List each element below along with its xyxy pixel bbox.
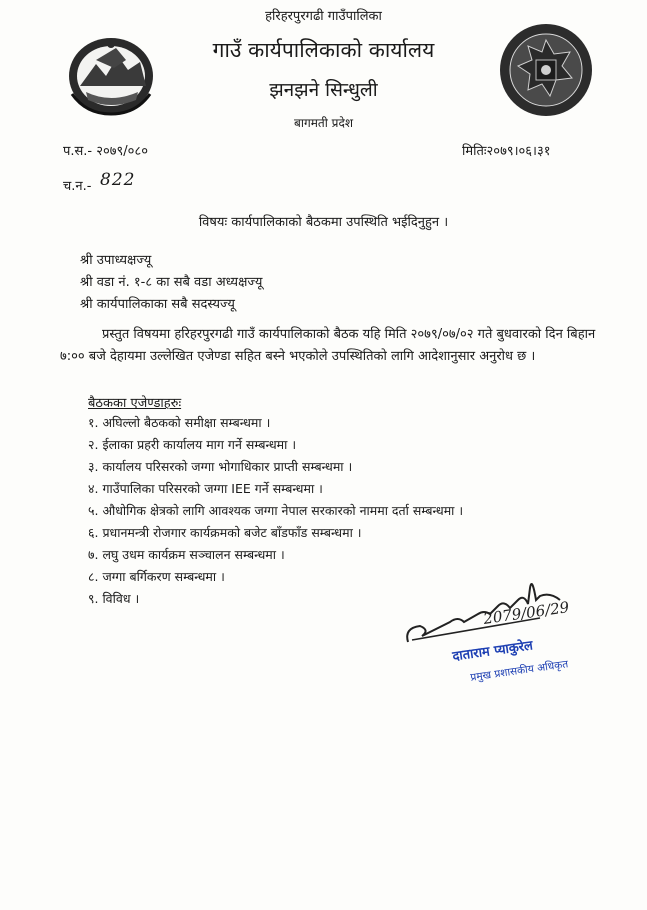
agenda-item: ७. लघु उधम कार्यक्रम सञ्चालन सम्बन्धमा । [88, 547, 285, 562]
recipient-line: श्री कार्यपालिकाका सबै सदस्यज्यू [80, 297, 235, 312]
signatory-stamp-title: प्रमुख प्रशासकीय अधिकृत [469, 658, 569, 684]
letter-number: प.स.- २०७९/०८० [63, 144, 148, 159]
letter-body: प्रस्तुत विषयमा हरिहरपुरगढी गाउँ कार्यपालिकाको बैठक यहि मिति २०७९/०७/०२ गते बुधवारको दिन बिहान ७:०० बजे देहायमा उल्लेखित एजेण्डा सहित बस्ने भएकोले उपस्थितिको लागि आदेशानुसार अनुरोध छ । [60, 327, 596, 364]
signatory-stamp-name: दाताराम प्याकुरेल [451, 638, 534, 665]
agenda-item: २. ईलाका प्रहरी कार्यालय माग गर्ने सम्बन्धमा । [88, 437, 297, 452]
agenda-item: ३. कार्यालय परिसरको जग्गा भोगाधिकार प्राप्ती सम्बन्धमा । [88, 459, 353, 474]
recipient-line: श्री उपाध्यक्षज्यू [80, 253, 152, 268]
office-location: झनझने सिन्धुली [269, 79, 378, 101]
agenda-item: १. अघिल्लो बैठकको समीक्षा सम्बन्धमा । [88, 415, 271, 430]
agenda-title: बैठकका एजेण्डाहरुः [88, 396, 182, 411]
agenda-item: ६. प्रधानमन्त्री रोजगार कार्यक्रमको बजेट बाँडफाँड सम्बन्धमा । [88, 525, 362, 540]
office-name: गाउँ कार्यपालिकाको कार्यालय [212, 38, 435, 62]
dispatch-number-label: च.न.- [63, 179, 92, 194]
letter-subject: विषयः कार्यपालिकाको बैठकमा उपस्थिति भईदिनुहुन । [198, 215, 449, 230]
agenda-item: ४. गाउँपालिका परिसरको जग्गा IEE गर्ने सम्बन्धमा । [88, 481, 323, 496]
agenda-item: ९. विविध । [88, 591, 140, 606]
recipient-line: श्री वडा नं. १-८ का सबै वडा अध्यक्षज्यू [80, 275, 263, 290]
municipality-name: हरिहरपुरगढी गाउँपालिका [265, 9, 382, 24]
letter-date: मितिः२०७९।०६।३१ [462, 144, 551, 159]
agenda-item: ५. औधोगिक क्षेत्रको लागि आवश्यक जग्गा नेपाल सरकारको नाममा दर्ता सम्बन्धमा । [88, 503, 464, 518]
agenda-item: ८. जग्गा बर्गिकरण सम्बन्धमा । [88, 569, 225, 584]
dispatch-number-handwritten: 822 [100, 170, 136, 190]
province-name: बागमती प्रदेश [293, 116, 353, 130]
signature-date-handwritten: 2079/06/29 [482, 598, 571, 628]
